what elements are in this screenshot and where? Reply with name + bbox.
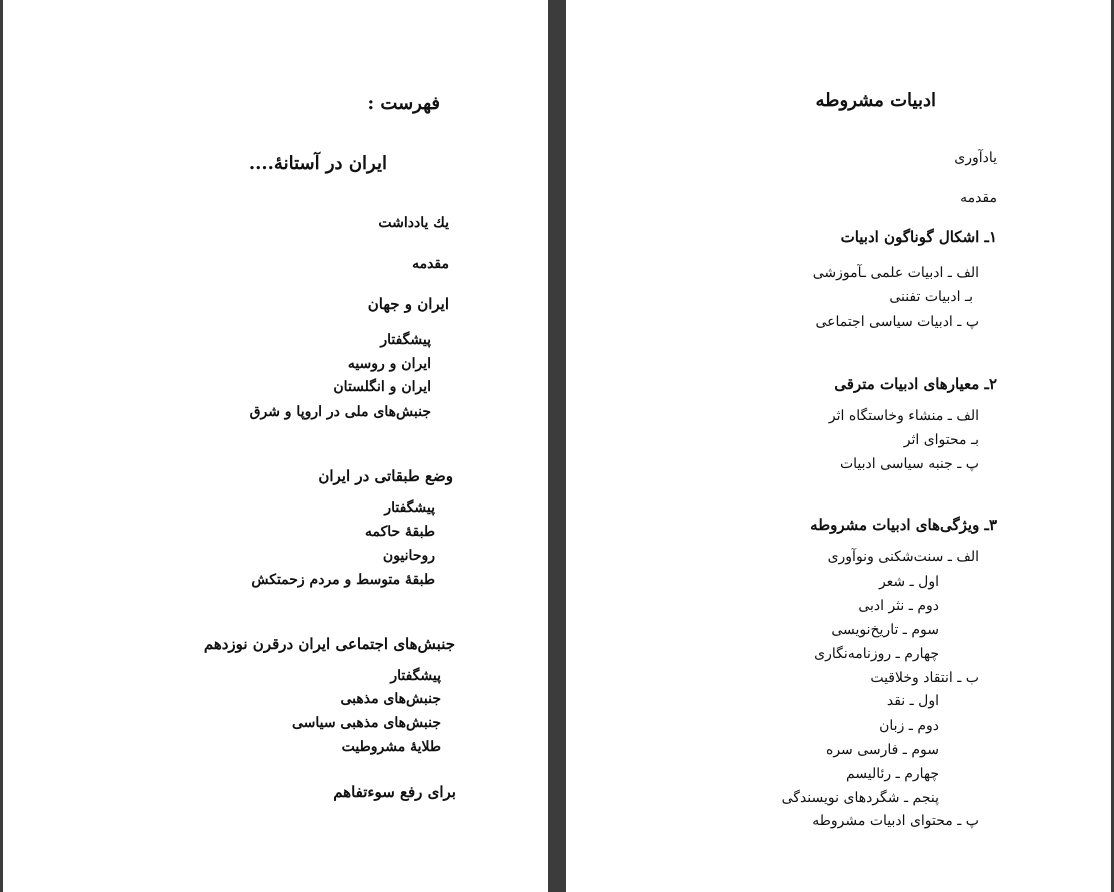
toc-section-heading: برای رفع سوءتفاهم <box>333 783 456 801</box>
toc-entry: طبقهٔ متوسط و مردم زحمتکش <box>251 572 435 588</box>
toc-section-heading: جنبش‌های اجتماعی ایران درقرن نوزدهم <box>203 635 455 653</box>
toc-entry: پ ـ ادبیات سیاسی اجتماعی <box>815 314 979 330</box>
toc-entry: پیشگفتار <box>380 332 431 348</box>
toc-subentry: دوم ـ زبان <box>879 718 939 734</box>
toc-entry: بـ محتوای اثر <box>903 432 979 448</box>
toc-entry-reminder: یادآوری <box>954 150 997 166</box>
part-title: ایران در آستانهٔ.... <box>248 153 387 174</box>
toc-entry-note: یك یادداشت <box>378 215 449 231</box>
toc-entry: روحانیون <box>382 548 435 564</box>
toc-subentry: اول ـ شعر <box>878 574 939 590</box>
toc-entry: ایران و انگلستان <box>333 379 431 395</box>
toc-entry: ب ـ انتقاد وخلاقیت <box>870 670 979 686</box>
toc-subentry: چهارم ـ روزنامه‌نگاری <box>814 646 939 662</box>
toc-subentry: سوم ـ تاریخ‌نویسی <box>831 622 939 638</box>
toc-entry-intro: مقدمه <box>960 190 997 206</box>
toc-section-heading: وضع طبقاتی در ایران <box>318 467 453 485</box>
toc-entry: الف ـ سنت‌شکنی ونوآوری <box>827 549 979 565</box>
toc-entry: الف ـ منشاء وخاستگاه اثر <box>828 408 979 424</box>
toc-subentry: پنجم ـ شگردهای نویسندگی <box>781 790 939 806</box>
toc-entry: پیشگفتار <box>384 500 435 516</box>
toc-entry: پ ـ محتوای ادبیات مشروطه <box>812 813 979 829</box>
toc-entry: جنبش‌های ملی در اروپا و شرق <box>249 404 431 420</box>
toc-entry: الف ـ ادبیات علمی ـآموزشی <box>812 265 979 281</box>
toc-entry: جنبش‌های مذهبی سیاسی <box>291 715 441 731</box>
toc-entry: طلایهٔ مشروطیت <box>341 739 441 755</box>
toc-entry: جنبش‌های مذهبی <box>340 691 441 707</box>
toc-subentry: چهارم ـ رئالیسم <box>845 766 939 782</box>
toc-entry: پ ـ جنبه سیاسی ادبیات <box>839 456 979 472</box>
toc-entry: بـ ادبیات تفننی <box>889 289 973 305</box>
toc-entry: ایران و روسیه <box>347 356 431 372</box>
toc-entry-intro: مقدمه <box>412 256 449 272</box>
right-page <box>566 0 1111 892</box>
toc-subentry: دوم ـ نثر ادبی <box>858 598 939 614</box>
toc-subentry: اول ـ نقد <box>886 693 939 709</box>
toc-section-heading: ۲ـ معیارهای ادبیات مترقی <box>834 375 997 393</box>
contents-title: فهرست : <box>367 93 440 114</box>
toc-subentry: سوم ـ فارسی سره <box>826 742 939 758</box>
left-page <box>3 0 548 892</box>
toc-section-heading: ۳ـ ویژگی‌های ادبیات مشروطه <box>810 516 997 534</box>
toc-entry: پیشگفتار <box>390 668 441 684</box>
toc-section-heading: ایران و جهان <box>367 295 449 313</box>
book-title: ادبیات مشروطه <box>815 90 936 111</box>
toc-entry: طبقهٔ حاکمه <box>364 524 435 540</box>
toc-section-heading: ۱ـ اشکال گوناگون ادبیات <box>840 228 997 246</box>
